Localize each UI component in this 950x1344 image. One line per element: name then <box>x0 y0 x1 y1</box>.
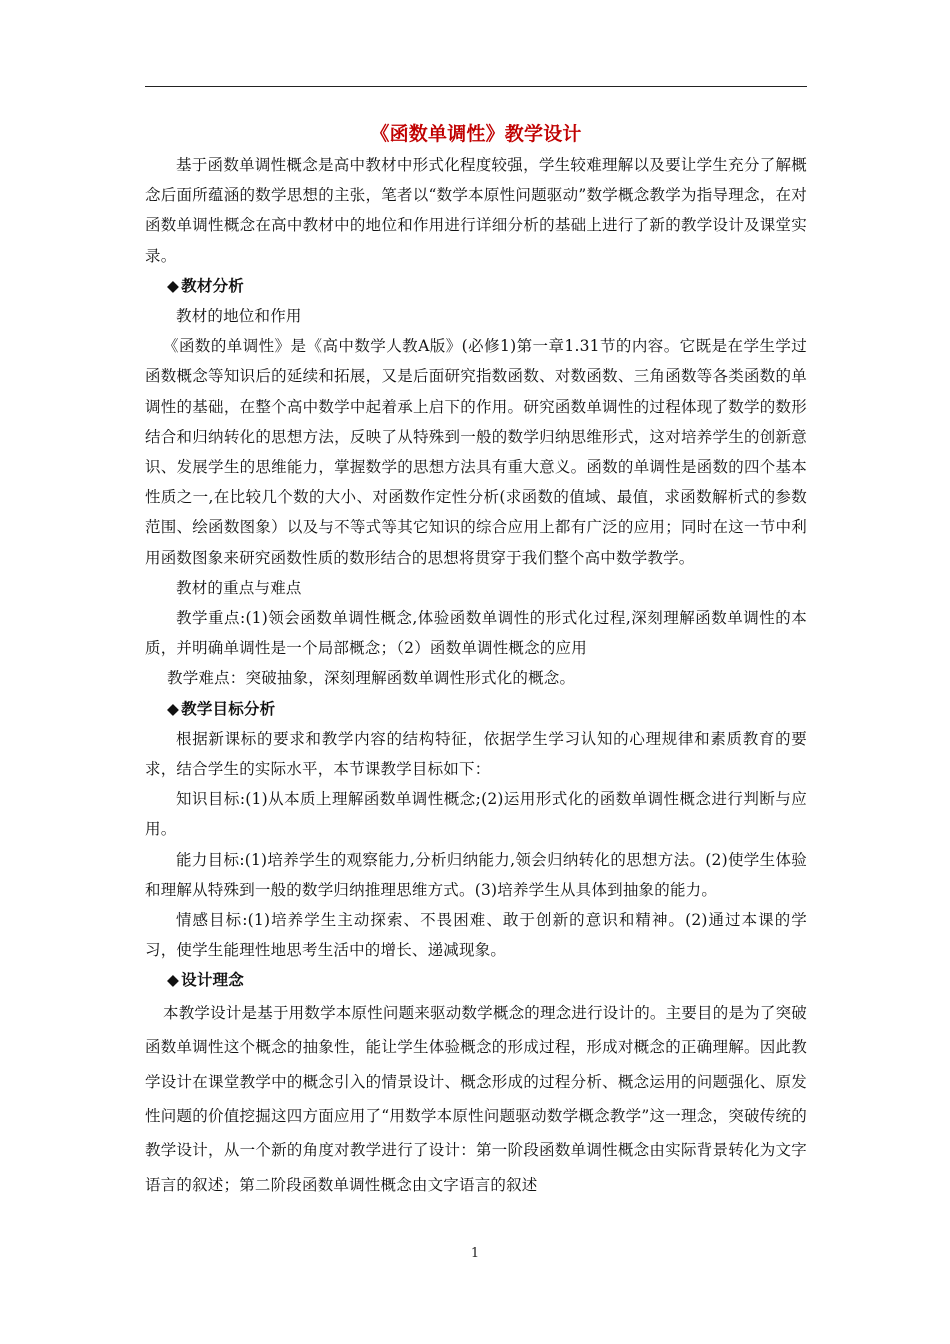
document-title: 《函数单调性》教学设计 <box>370 123 582 145</box>
diamond-bullet-icon: ◆ <box>167 698 180 718</box>
ability-objective: 能力目标:(1)培养学生的观察能力,分析归纳能力,领会归纳转化的思想方法。(2)使学生体验和理解从特殊到一般的数学归纳推理思维方式。(3)培养学生从具体到抽象的能力。 <box>145 850 807 899</box>
header-rule <box>145 86 807 87</box>
knowledge-objective: 知识目标:(1)从本质上理解函数单调性概念;(2)运用形式化的函数单调性概念进行判断与应用。 <box>145 790 807 839</box>
subheading-key-difficult: 教材的重点与难点 <box>176 578 302 597</box>
emotion-objective: 情感目标:(1)培养学生主动探索、不畏困难、敢于创新的意识和精神。(2)通过本课的学习，使学生能理性地思考生活中的增长、递减现象。 <box>145 911 807 960</box>
teaching-key-points: 教学重点:(1)领会函数单调性概念,体验函数单调性的形式化过程,深刻理解函数单调性的本质，并明确单调性是一个局部概念；（2）函数单调性概念的应用 <box>145 609 807 658</box>
section-heading-textbook-analysis: ◆ 教材分析 <box>167 275 244 295</box>
section-heading-teaching-objectives: ◆ 教学目标分析 <box>167 698 276 718</box>
intro-paragraph: 基于函数单调性概念是高中教材中形式化程度较强，学生较难理解以及要让学生充分了解概念后面所蕴涵的数学思想的主张，笔者以“数学本原性问题驱动”数学概念教学为指导理念，在对函数单调性概念在高中教材中的地位和作用进行详细分析的基础上进行了新的教学设计及课堂实录。 <box>145 156 807 265</box>
textbook-position-paragraph: 《函数的单调性》是《高中数学人教A版》(必修1)第一章1.31节的内容。它既是在学生学过函数概念等知识后的延续和拓展，又是后面研究指数函数、对数函数、三角函数等各类函数的单调性的基础，在整个高中数学中起着承上启下的作用。研究函数单调性的过程体现了数学的数形结合和归纳转化的思想方法，反映了从特殊到一般的数学归纳思维形式，这对培养学生的创新意识、发展学生的思维能力，掌握数学的思想方法具有重大意义。函数的单调性是函数的四个基本性质之一,在比较几个数的大小、对函数作定性分析(求函数的值域、最值，求函数解析式的参数范围、绘函数图象）以及与不等式等其它知识的综合应用上都有广泛的应用；同时在这一节中利用函数图象来研究函数性质的数形结合的思想将贯穿于我们整个高中数学教学。 <box>145 337 807 567</box>
diamond-bullet-icon: ◆ <box>167 970 180 990</box>
design-concept-paragraph: 本教学设计是基于用数学本原性问题来驱动数学概念的理念进行设计的。主要目的是为了突破函数单调性这个概念的抽象性，能让学生体验概念的形成过程，形成对概念的正确理解。因此教学设计在课堂教学中的概念引入的情景设计、概念形成的过程分析、概念运用的问题强化、原发性问题的价值挖掘这四方面应用了“用数学本原性问题驱动数学概念教学”这一理念，突破传统的教学设计，从一个新的角度对教学进行了设计：第一阶段函数单调性概念由实际背景转化为文字语言的叙述；第二阶段函数单调性概念由文字语言的叙述 <box>145 1003 807 1194</box>
objectives-intro-paragraph: 根据新课标的要求和教学内容的结构特征，依据学生学习认知的心理规律和素质教育的要求，结合学生的实际水平，本节课教学目标如下： <box>145 729 807 779</box>
subheading-position-role: 教材的地位和作用 <box>176 307 302 326</box>
page-number: 1 <box>470 1246 480 1261</box>
teaching-difficulty: 教学难点：突破抽象，深刻理解函数单调性形式化的概念。 <box>167 669 576 688</box>
section-heading-design-concept: ◆ 设计理念 <box>167 970 244 990</box>
diamond-bullet-icon: ◆ <box>167 275 180 295</box>
document-body <box>145 118 807 1202</box>
